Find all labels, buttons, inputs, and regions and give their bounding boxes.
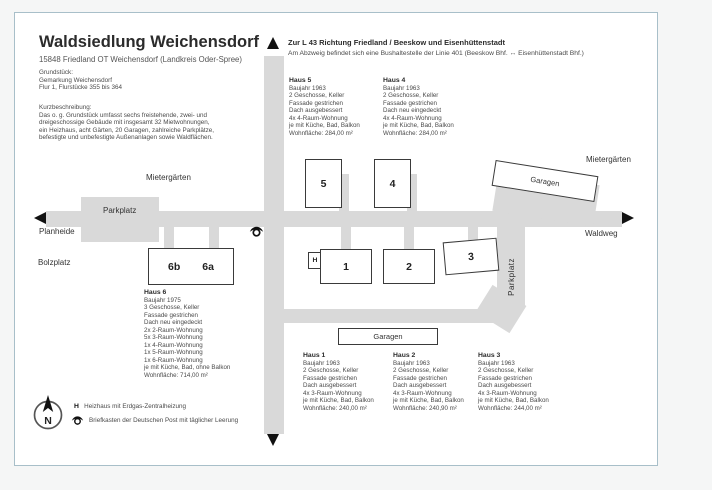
text-line: je mit Küche, Bad, Balkon — [383, 122, 454, 129]
post-horn-icon — [249, 225, 264, 237]
text-line: 5x 3-Raum-Wohnung — [144, 334, 203, 341]
building-haus5-label: 5 — [320, 177, 327, 190]
building-haus1 — [320, 249, 372, 284]
text-line: 1x 5-Raum-Wohnung — [144, 349, 203, 356]
building-haus2-label: 2 — [406, 260, 412, 273]
haus4-lines — [383, 85, 454, 138]
legend-heizhaus-text: Heizhaus mit Erdgas-Zentralheizung — [84, 403, 187, 410]
text-line: 4x 3-Raum-Wohnung — [303, 389, 362, 397]
text-line: Gemarkung Weichensdorf — [39, 77, 113, 84]
text-line: je mit Küche, Bad, ohne Balkon — [144, 364, 231, 371]
garagen-bottom-label: Garagen — [373, 332, 403, 341]
text-line: Dach ausgebessert — [393, 382, 447, 389]
building-haus6 — [148, 248, 234, 285]
building-haus4 — [374, 159, 411, 208]
building-heizhaus-label: H — [312, 257, 318, 264]
text-line: Fassade gestrichen — [478, 374, 532, 382]
text-line: 2 Geschosse, Keller — [478, 367, 534, 374]
haus3-lines — [478, 360, 549, 413]
haus2-info — [393, 352, 464, 412]
label-waldweg: Waldweg — [585, 229, 618, 238]
text-line: dreigeschossige Gebäude mit insgesamt 32 Mietwohnungen, — [39, 119, 210, 127]
label-planheide: Planheide — [39, 227, 75, 236]
text-line: Baujahr 1975 — [144, 296, 181, 304]
building-garagen-bottom — [338, 328, 438, 345]
haus5-lines — [289, 85, 360, 138]
haus4-name: Haus 4 — [383, 77, 406, 84]
label-parkplatz-left: Parkplatz — [103, 206, 137, 215]
north-label: N — [44, 415, 52, 427]
text-line: 2 Geschosse, Keller — [383, 92, 439, 99]
plan-page — [14, 12, 658, 466]
text-line: 2 Geschosse, Keller — [393, 367, 449, 374]
label-bolzplatz: Bolzplatz — [38, 258, 71, 267]
building-haus5 — [305, 159, 342, 208]
haus1-lines — [303, 360, 374, 413]
path-to-haus2 — [404, 227, 414, 251]
text-line: Fassade gestrichen — [393, 374, 447, 382]
label-mietergaerten-left: Mietergärten — [146, 173, 191, 182]
haus2-lines — [393, 360, 464, 413]
grundstueck-label: Grundstück: — [39, 69, 73, 76]
text-line: Fassade gestrichen — [289, 99, 343, 107]
legend-heizhaus-row — [74, 403, 186, 410]
text-line: 4x 3-Raum-Wohnung — [478, 389, 537, 397]
text-line: 2 Geschosse, Keller — [303, 367, 359, 374]
text-line: je mit Küche, Bad, Balkon — [478, 397, 549, 404]
text-line: Fassade gestrichen — [303, 374, 357, 382]
road-arrow-left-icon — [34, 212, 46, 224]
road-bottom — [270, 309, 502, 323]
haus5-info — [289, 77, 360, 137]
route-note-title: Zur L 43 Richtung Friedland / Beeskow und Eisenhüttenstadt — [288, 38, 505, 47]
path-to-haus6a — [209, 227, 219, 249]
road-arrow-right-icon — [622, 212, 634, 224]
text-line: Dach neu eingedeckt — [383, 107, 442, 114]
haus3-name: Haus 3 — [478, 352, 501, 359]
text-line: je mit Küche, Bad, Balkon — [303, 397, 374, 404]
building-haus1-label: 1 — [343, 260, 349, 273]
legend-heizhaus-symbol: H — [74, 403, 79, 410]
text-line: Baujahr 1963 — [393, 359, 430, 367]
legend-briefkasten-text: Briefkasten der Deutschen Post mit täglicher Leerung — [89, 416, 239, 424]
route-note-text: Am Abzweig befindet sich eine Bushaltestelle der Linie 401 (Beeskow Bhf. ↔ Eisenhüttenstadt Bhf.) — [288, 50, 584, 57]
legend-post-horn-icon — [71, 415, 84, 425]
text-line: Flur 1, Flurstücke 355 bis 364 — [39, 84, 122, 92]
text-line: Fassade gestrichen — [144, 311, 198, 319]
page-title: Waldsiedlung Weichensdorf — [39, 33, 260, 51]
haus1-info — [303, 352, 374, 412]
haus6-lines — [144, 297, 230, 380]
building-haus6a-label: 6a — [202, 260, 214, 273]
legend-briefkasten-row — [71, 415, 238, 425]
text-line: je mit Küche, Bad, Balkon — [289, 122, 360, 129]
path-to-haus1 — [341, 227, 351, 251]
building-haus2 — [383, 249, 435, 284]
text-line: Dach ausgebessert — [478, 382, 532, 389]
text-line: Baujahr 1963 — [289, 84, 326, 92]
text-line: Fassade gestrichen — [383, 99, 437, 107]
building-haus3 — [443, 238, 500, 276]
text-line: 2x 2-Raum-Wohnung — [144, 326, 203, 334]
text-line: Baujahr 1963 — [478, 359, 515, 367]
haus3-info — [478, 352, 549, 412]
road-arrow-down-icon — [267, 434, 279, 446]
text-line: Baujahr 1963 — [303, 359, 340, 367]
text-line: Dach ausgebessert — [303, 382, 357, 389]
kurzbeschreibung-label: Kurzbeschreibung: — [39, 104, 92, 111]
text-line: Wohnfläche: 240,00 m² — [303, 404, 367, 412]
path-to-haus6b — [164, 227, 174, 249]
text-line: Wohnfläche: 244,00 m² — [478, 404, 542, 412]
text-line: 3 Geschosse, Keller — [144, 304, 200, 311]
haus5-name: Haus 5 — [289, 77, 312, 84]
text-line: Dach neu eingedeckt — [144, 319, 203, 326]
haus4-info — [383, 77, 454, 137]
text-line: Wohnfläche: 714,00 m² — [144, 371, 208, 379]
kurzbeschreibung-text — [39, 112, 214, 142]
text-line: Wohnfläche: 284,00 m² — [289, 129, 353, 137]
north-compass-icon — [31, 393, 65, 433]
label-mietergaerten-right: Mietergärten — [586, 155, 631, 164]
garagen-top-label: Garagen — [529, 174, 561, 188]
text-line: 2 Geschosse, Keller — [289, 92, 345, 99]
road-arrow-up-icon — [267, 37, 279, 49]
building-haus4-label: 4 — [389, 177, 396, 190]
text-line: Dach ausgebessert — [289, 107, 343, 114]
text-line: Wohnfläche: 284,00 m² — [383, 129, 447, 137]
text-line: Baujahr 1963 — [383, 84, 420, 92]
label-parkplatz-right-wrap — [503, 249, 519, 305]
haus6-name: Haus 6 — [144, 289, 167, 296]
haus6-info — [144, 289, 230, 379]
text-line: 4x 4-Raum-Wohnung — [383, 114, 442, 122]
text-line: 4x 4-Raum-Wohnung — [289, 114, 348, 122]
building-haus6b-label: 6b — [168, 260, 181, 273]
grundstueck-lines — [39, 77, 122, 91]
text-line: 1x 4-Raum-Wohnung — [144, 341, 203, 349]
haus1-name: Haus 1 — [303, 352, 326, 359]
text-line: Wohnfläche: 240,90 m² — [393, 404, 457, 412]
page-subtitle: 15848 Friedland OT Weichensdorf (Landkreis Oder-Spree) — [39, 55, 242, 64]
text-line: je mit Küche, Bad, Balkon — [393, 397, 464, 404]
building-haus3-label: 3 — [467, 250, 475, 263]
label-parkplatz-right: Parkplatz — [506, 258, 516, 296]
haus2-name: Haus 2 — [393, 352, 416, 359]
text-line: 4x 3-Raum-Wohnung — [393, 389, 452, 397]
text-line: Das o. g. Grundstück umfasst sechs freistehende, zwei- und — [39, 112, 207, 119]
text-line: befestigte und unbefestigte Außenanlagen sowie Waldflächen. — [39, 134, 213, 142]
road-vertical-main — [264, 56, 284, 434]
text-line: ein Heizhaus, acht Gärten, 20 Garagen, zahlreiche Parkplätze, — [39, 126, 215, 134]
text-line: 1x 6-Raum-Wohnung — [144, 356, 203, 364]
